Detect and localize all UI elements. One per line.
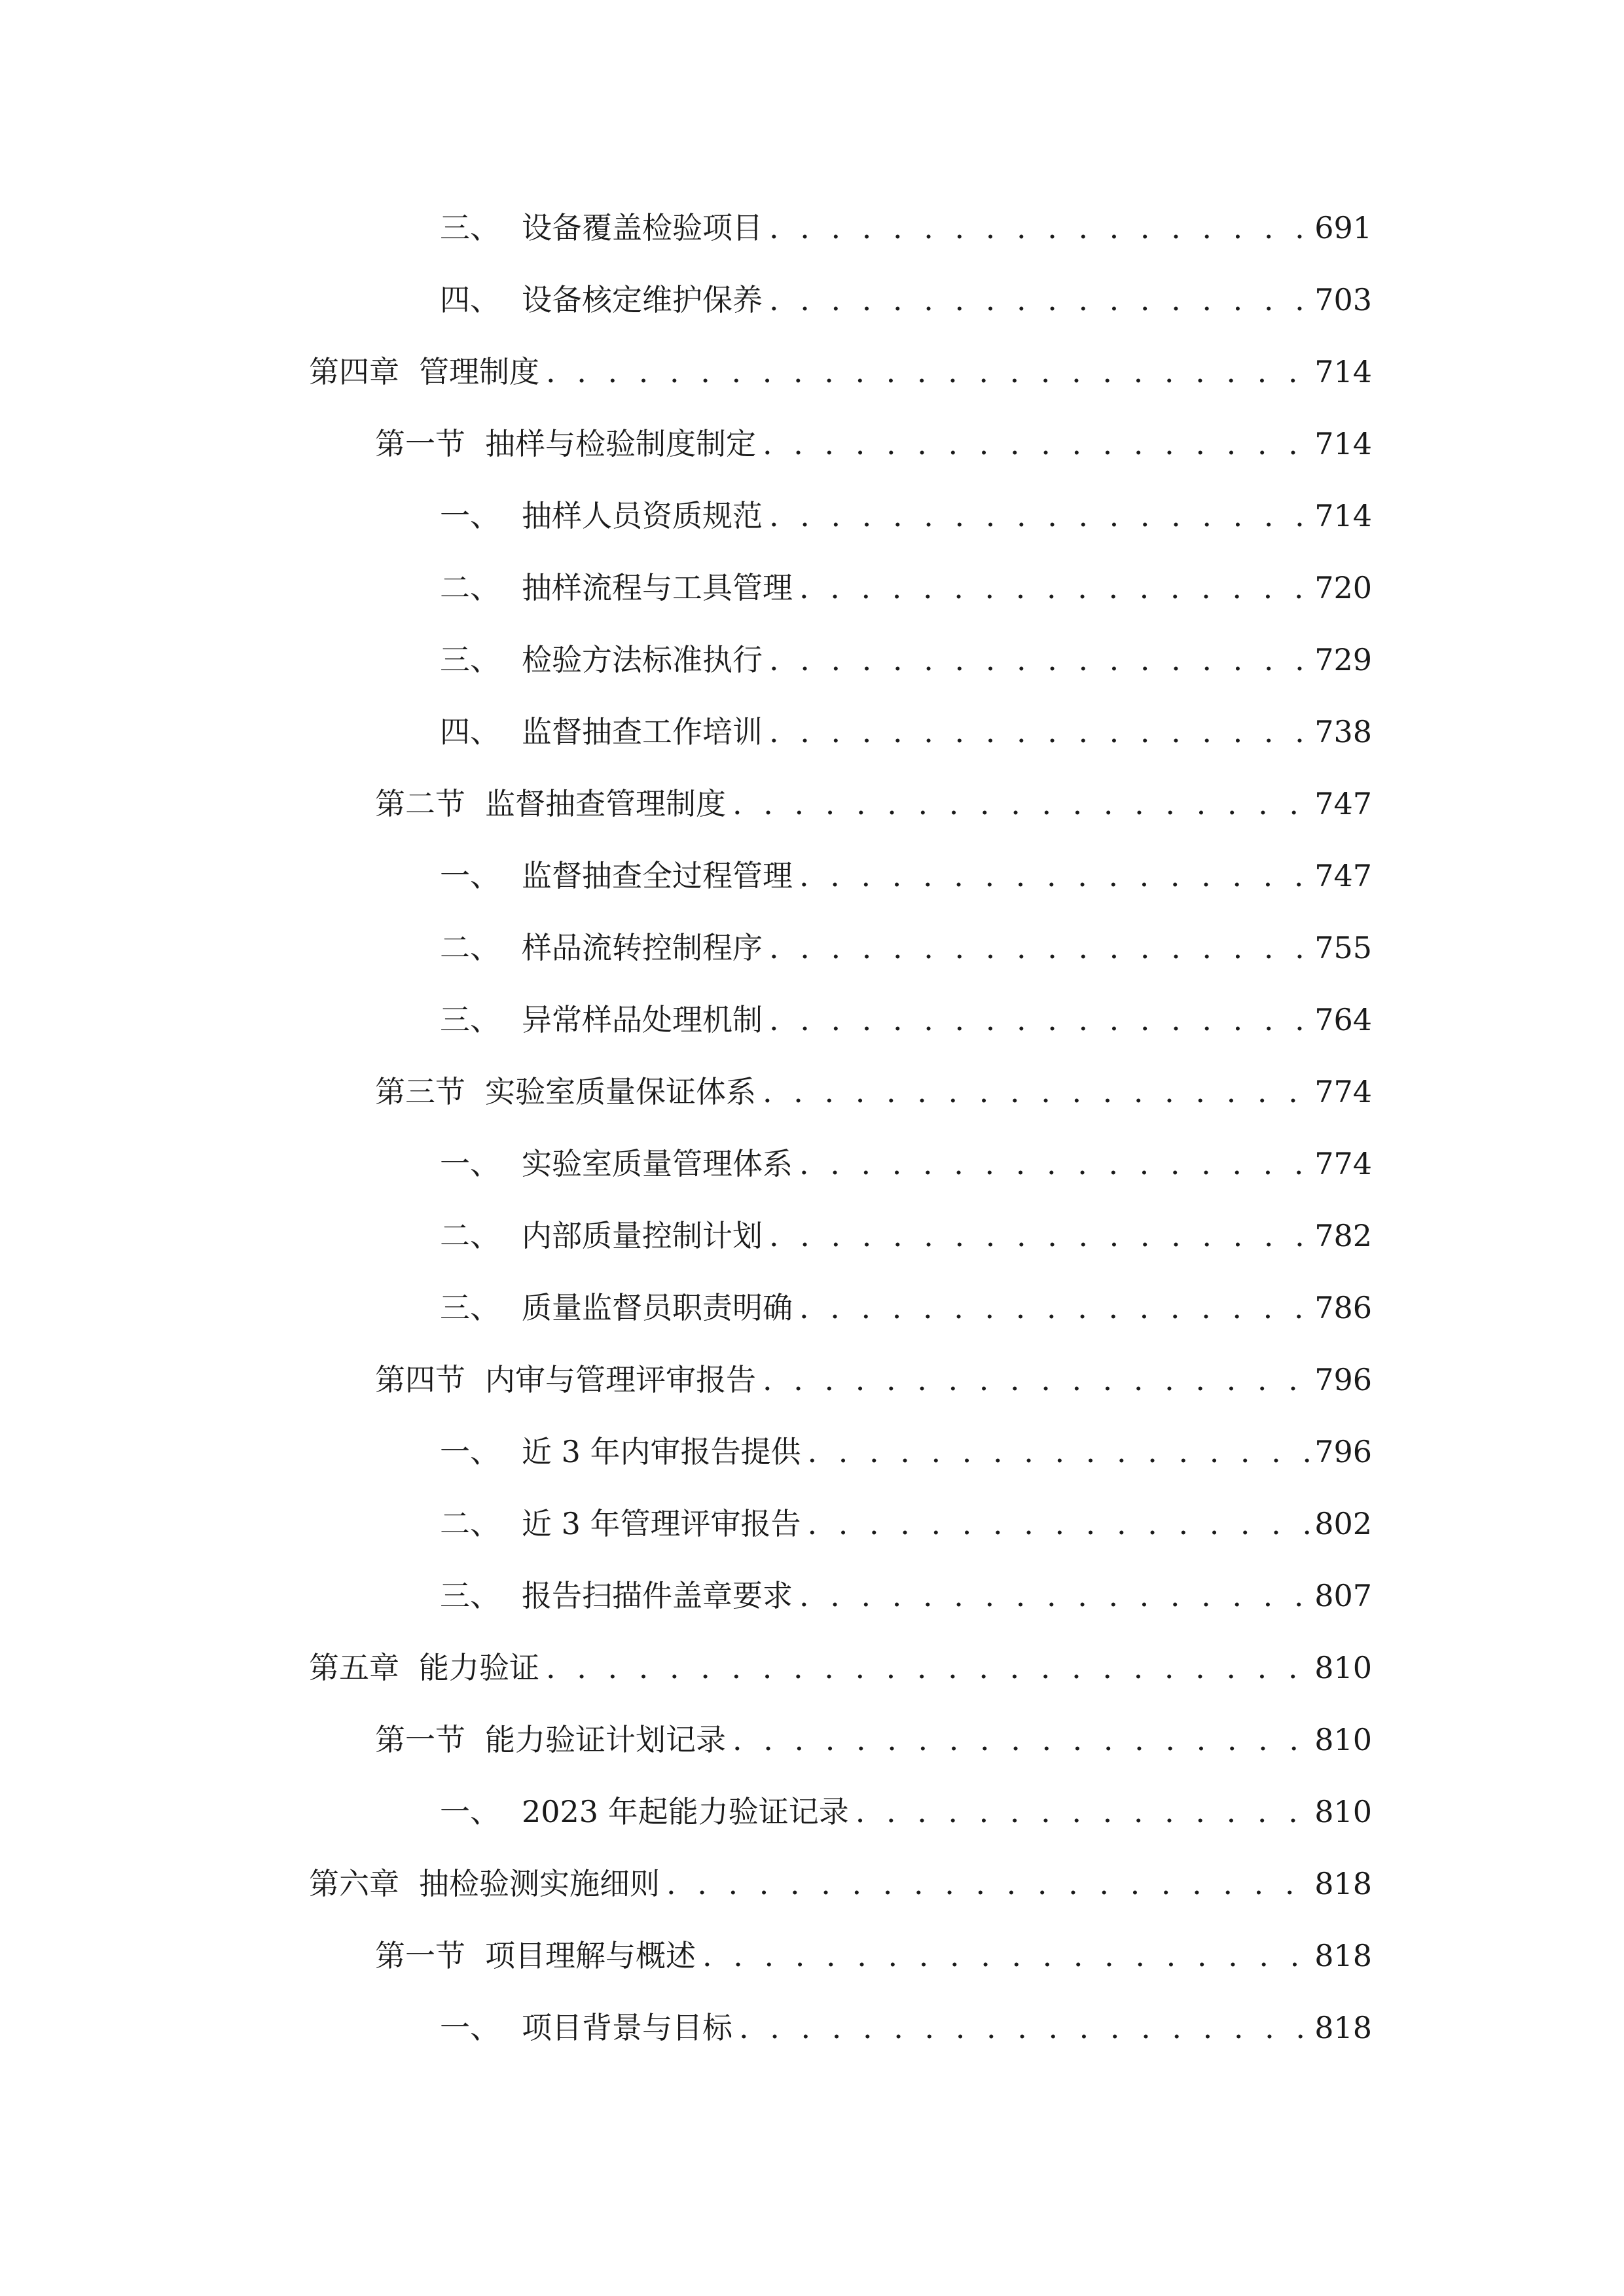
toc-entry-title: 抽样人员资质规范 (522, 498, 763, 533)
dot-leader (769, 925, 1309, 971)
toc-entry-page: 738 (1314, 714, 1372, 749)
toc-chapter-entry[interactable] (309, 1861, 1372, 1907)
toc-entry-number: 二、 (440, 930, 500, 965)
toc-entry-number: 三、 (440, 210, 500, 245)
toc-entry-number: 一、 (440, 1146, 500, 1181)
toc-entry-page: 747 (1314, 858, 1372, 893)
toc-entry-page: 786 (1314, 1290, 1372, 1325)
dot-leader (732, 781, 1309, 827)
toc-chapter-entry[interactable] (309, 1645, 1372, 1691)
toc-entry-title: 样品流转控制程序 (522, 930, 763, 965)
toc-entry-number: 一、 (440, 1794, 500, 1829)
dot-leader (769, 205, 1309, 251)
toc-entry-page: 796 (1314, 1362, 1372, 1397)
toc-entry-title: 质量监督员职责明确 (522, 1290, 793, 1325)
toc-entry-page: 703 (1314, 282, 1372, 317)
toc-entry[interactable] (440, 997, 1372, 1043)
toc-entry-page: 782 (1314, 1218, 1372, 1253)
toc-entry-page: 818 (1314, 1866, 1372, 1901)
toc-entry-title: 设备覆盖检验项目 (522, 210, 763, 245)
toc-entry-page: 802 (1314, 1506, 1372, 1541)
toc-entry-title: 检验方法标准执行 (522, 642, 763, 677)
toc-entry-page: 764 (1314, 1002, 1372, 1037)
toc-entry-number: 第二节 (375, 786, 465, 821)
toc-section-entry[interactable] (375, 1357, 1372, 1403)
toc-entry[interactable] (440, 1429, 1372, 1475)
toc-section-entry[interactable] (375, 781, 1372, 827)
toc-entry[interactable] (440, 1141, 1372, 1187)
toc-entry-page: 796 (1314, 1434, 1372, 1469)
toc-section-entry[interactable] (375, 421, 1372, 467)
toc-entry-title: 2023 年起能力验证记录 (522, 1794, 849, 1829)
toc-entry[interactable] (440, 493, 1372, 539)
toc-chapter-entry[interactable] (309, 349, 1372, 395)
toc-entry-title: 实验室质量管理体系 (522, 1146, 793, 1181)
toc-entry-number: 第五章 (309, 1650, 399, 1685)
toc-entry-title: 异常样品处理机制 (522, 1002, 763, 1037)
dot-leader (546, 1645, 1309, 1691)
toc-entry-title: 设备核定维护保养 (522, 282, 763, 317)
toc-entry-number: 四、 (440, 714, 500, 749)
toc-entry-number: 第一节 (375, 426, 465, 461)
toc-entry-number: 四、 (440, 282, 500, 317)
toc-entry-title: 监督抽查管理制度 (485, 786, 726, 821)
toc-entry-page: 747 (1314, 786, 1372, 821)
toc-entry[interactable] (440, 277, 1372, 323)
toc-entry-title: 项目理解与概述 (485, 1938, 696, 1973)
dot-leader (769, 637, 1309, 683)
toc-entry-number: 三、 (440, 642, 500, 677)
toc-entry[interactable] (440, 709, 1372, 755)
dot-leader (769, 709, 1309, 755)
toc-entry-title: 近 3 年内审报告提供 (522, 1434, 801, 1469)
toc-entry-title: 能力验证 (419, 1650, 539, 1685)
toc-entry[interactable] (440, 565, 1372, 611)
toc-entry-page: 810 (1314, 1794, 1372, 1829)
toc-entry-page: 755 (1314, 930, 1372, 965)
toc-entry-page: 774 (1314, 1074, 1372, 1109)
toc-entry-title: 内部质量控制计划 (522, 1218, 763, 1253)
toc-entry-page: 810 (1314, 1650, 1372, 1685)
dot-leader (808, 1501, 1310, 1547)
toc-entry-page: 807 (1314, 1578, 1372, 1613)
dot-leader (808, 1429, 1310, 1475)
dot-leader (666, 1861, 1309, 1907)
toc-entry[interactable] (440, 1501, 1372, 1547)
dot-leader (799, 853, 1309, 899)
dot-leader (763, 1357, 1309, 1403)
toc-entry-title: 近 3 年管理评审报告 (522, 1506, 801, 1541)
dot-leader (799, 1285, 1309, 1331)
toc-entry-number: 二、 (440, 1218, 500, 1253)
dot-leader (546, 349, 1309, 395)
toc-entry-title: 内审与管理评审报告 (485, 1362, 756, 1397)
dot-leader (769, 493, 1309, 539)
toc-section-entry[interactable] (375, 1717, 1372, 1763)
toc-section-entry[interactable] (375, 1069, 1372, 1115)
toc-entry-page: 774 (1314, 1146, 1372, 1181)
dot-leader (769, 997, 1309, 1043)
toc-entry-title: 管理制度 (419, 354, 539, 389)
toc-entry-number: 第三节 (375, 1074, 465, 1109)
dot-leader (763, 1069, 1309, 1115)
toc-entry-number: 第四节 (375, 1362, 465, 1397)
toc-entry-number: 一、 (440, 1434, 500, 1469)
dot-leader (739, 2005, 1309, 2051)
toc-entry[interactable] (440, 637, 1372, 683)
toc-entry-title: 抽样流程与工具管理 (522, 570, 793, 605)
toc-entry-number: 一、 (440, 498, 500, 533)
toc-entry[interactable] (440, 1789, 1372, 1835)
toc-entry[interactable] (440, 853, 1372, 899)
toc-entry-number: 二、 (440, 1506, 500, 1541)
toc-entry-number: 第一节 (375, 1938, 465, 1973)
toc-section-entry[interactable] (375, 1933, 1372, 1979)
toc-entry-page: 818 (1314, 2010, 1372, 2045)
toc-entry-title: 抽样与检验制度制定 (485, 426, 756, 461)
toc-entry-title: 监督抽查工作培训 (522, 714, 763, 749)
dot-leader (799, 1141, 1309, 1187)
dot-leader (702, 1933, 1309, 1979)
toc-entry[interactable] (440, 925, 1372, 971)
dot-leader (732, 1717, 1309, 1763)
toc-entry-page: 729 (1314, 642, 1372, 677)
toc-entry-number: 二、 (440, 570, 500, 605)
toc-entry-title: 监督抽查全过程管理 (522, 858, 793, 893)
dot-leader (769, 1213, 1309, 1259)
toc-entry-title: 实验室质量保证体系 (485, 1074, 756, 1109)
toc-entry-number: 三、 (440, 1002, 500, 1037)
dot-leader (763, 421, 1309, 467)
toc-entry-number: 三、 (440, 1290, 500, 1325)
dot-leader (799, 1573, 1309, 1619)
toc-entry-title: 报告扫描件盖章要求 (522, 1578, 793, 1613)
toc-entry-page: 714 (1314, 498, 1372, 533)
toc-entry-page: 691 (1314, 210, 1372, 245)
toc-entry-number: 三、 (440, 1578, 500, 1613)
toc-entry[interactable] (440, 1573, 1372, 1619)
toc-entry-page: 714 (1314, 354, 1372, 389)
dot-leader (856, 1789, 1309, 1835)
toc-entry-number: 一、 (440, 858, 500, 893)
dot-leader (799, 565, 1309, 611)
toc-entry[interactable] (440, 1213, 1372, 1259)
toc-entry-page: 818 (1314, 1938, 1372, 1973)
toc-entry-title: 项目背景与目标 (522, 2010, 732, 2045)
toc-entry[interactable] (440, 1285, 1372, 1331)
toc-entry-title: 抽检验测实施细则 (419, 1866, 660, 1901)
toc-entry[interactable] (440, 2005, 1372, 2051)
dot-leader (769, 277, 1309, 323)
toc-entry-number: 第六章 (309, 1866, 399, 1901)
toc-entry-number: 第四章 (309, 354, 399, 389)
toc-entry-number: 第一节 (375, 1722, 465, 1757)
toc-entry-title: 能力验证计划记录 (485, 1722, 726, 1757)
toc-entry[interactable] (440, 205, 1372, 251)
toc-entry-number: 一、 (440, 2010, 500, 2045)
toc-entry-page: 720 (1314, 570, 1372, 605)
toc-entry-page: 810 (1314, 1722, 1372, 1757)
toc-entry-page: 714 (1314, 426, 1372, 461)
